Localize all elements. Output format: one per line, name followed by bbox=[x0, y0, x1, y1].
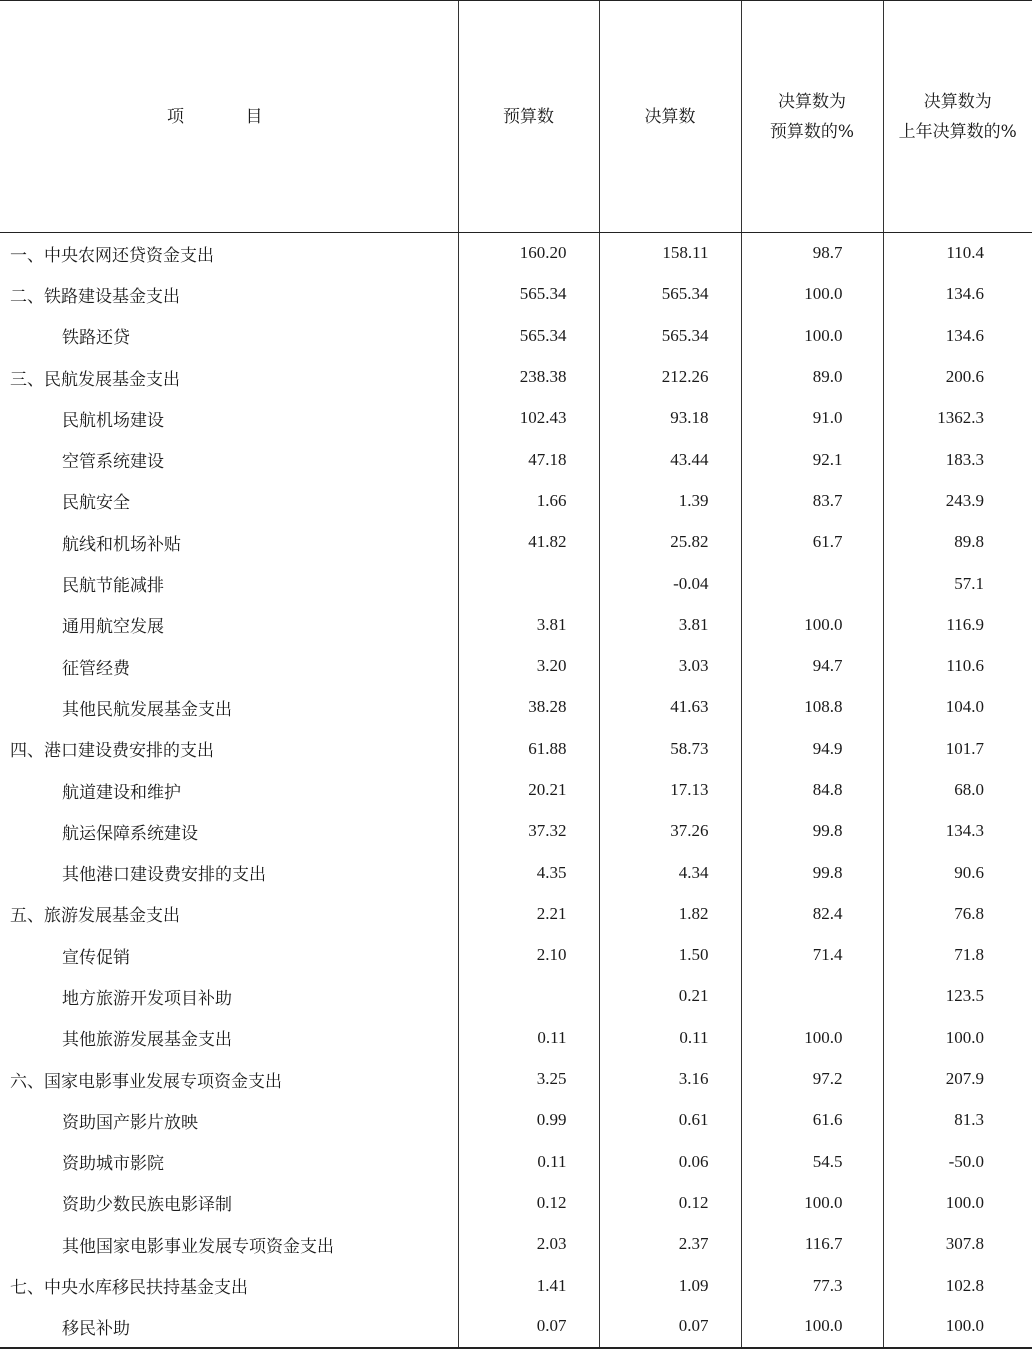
row-budget: 20.21 bbox=[458, 769, 599, 810]
row-pct-budget: 98.7 bbox=[741, 233, 883, 274]
table-row bbox=[0, 1017, 1032, 1058]
row-actual: -0.04 bbox=[599, 563, 741, 604]
row-name: 航运保障系统建设 bbox=[62, 823, 198, 844]
row-budget: 3.25 bbox=[458, 1058, 599, 1099]
row-pct-prev: 243.9 bbox=[883, 480, 1032, 521]
row-pct-prev: 110.6 bbox=[883, 645, 1032, 686]
header-actual: 决算数 bbox=[599, 1, 741, 233]
row-pct-prev: 90.6 bbox=[883, 852, 1032, 893]
row-actual: 0.06 bbox=[599, 1141, 741, 1182]
row-actual: 3.16 bbox=[599, 1058, 741, 1099]
row-pct-prev: 89.8 bbox=[883, 522, 1032, 563]
row-pct-budget: 54.5 bbox=[741, 1141, 883, 1182]
row-actual: 58.73 bbox=[599, 728, 741, 769]
row-pct-prev: 207.9 bbox=[883, 1058, 1032, 1099]
row-budget: 37.32 bbox=[458, 811, 599, 852]
row-budget: 41.82 bbox=[458, 522, 599, 563]
row-name: 六、国家电影事业发展专项资金支出 bbox=[10, 1071, 282, 1092]
row-actual: 3.03 bbox=[599, 645, 741, 686]
table-row bbox=[0, 356, 1032, 397]
row-pct-prev: 134.3 bbox=[883, 811, 1032, 852]
row-name: 其他旅游发展基金支出 bbox=[62, 1030, 232, 1051]
table-row bbox=[0, 976, 1032, 1017]
table-row bbox=[0, 1058, 1032, 1099]
table-row bbox=[0, 1182, 1032, 1223]
row-pct-prev: 183.3 bbox=[883, 439, 1032, 480]
row-pct-budget: 84.8 bbox=[741, 769, 883, 810]
row-name: 一、中央农网还贷资金支出 bbox=[10, 245, 214, 266]
row-pct-prev: 116.9 bbox=[883, 604, 1032, 645]
table-row bbox=[0, 811, 1032, 852]
row-actual: 41.63 bbox=[599, 687, 741, 728]
table-row bbox=[0, 645, 1032, 686]
row-name: 航道建设和维护 bbox=[62, 782, 181, 803]
row-name: 铁路还贷 bbox=[62, 328, 130, 349]
row-pct-prev: 57.1 bbox=[883, 563, 1032, 604]
row-pct-prev: 100.0 bbox=[883, 1017, 1032, 1058]
row-budget: 0.12 bbox=[458, 1182, 599, 1223]
header-pct-budget bbox=[741, 1, 883, 233]
header-pct-budget-line1: 决算数为 bbox=[778, 91, 846, 112]
table-row bbox=[0, 1306, 1032, 1347]
row-name: 其他港口建设费安排的支出 bbox=[62, 865, 266, 886]
row-actual: 37.26 bbox=[599, 811, 741, 852]
row-budget: 0.99 bbox=[458, 1100, 599, 1141]
row-pct-prev: 81.3 bbox=[883, 1100, 1032, 1141]
row-pct-prev: 1362.3 bbox=[883, 398, 1032, 439]
header-pct-prev-line1: 决算数为 bbox=[923, 91, 992, 112]
row-actual: 43.44 bbox=[599, 439, 741, 480]
row-actual: 1.39 bbox=[599, 480, 741, 521]
row-name: 空管系统建设 bbox=[62, 452, 164, 473]
row-name: 通用航空发展 bbox=[62, 617, 164, 638]
row-actual: 158.11 bbox=[599, 233, 741, 274]
header-pct-prev-line2: 上年决算数的% bbox=[898, 121, 1017, 142]
header-budget: 预算数 bbox=[458, 1, 599, 233]
row-pct-budget: 100.0 bbox=[741, 604, 883, 645]
row-name: 资助城市影院 bbox=[62, 1154, 164, 1175]
row-budget: 3.81 bbox=[458, 604, 599, 645]
table-row bbox=[0, 852, 1032, 893]
table-row bbox=[0, 563, 1032, 604]
row-pct-budget: 94.7 bbox=[741, 645, 883, 686]
row-budget: 0.11 bbox=[458, 1017, 599, 1058]
row-name: 航线和机场补贴 bbox=[62, 534, 181, 555]
row-actual: 0.12 bbox=[599, 1182, 741, 1223]
row-actual: 4.34 bbox=[599, 852, 741, 893]
row-pct-budget: 100.0 bbox=[741, 274, 883, 315]
table-row bbox=[0, 398, 1032, 439]
row-budget: 565.34 bbox=[458, 315, 599, 356]
row-pct-prev: 100.0 bbox=[883, 1182, 1032, 1223]
row-pct-budget: 82.4 bbox=[741, 893, 883, 934]
row-budget: 0.07 bbox=[458, 1306, 599, 1347]
row-budget: 0.11 bbox=[458, 1141, 599, 1182]
row-actual: 1.50 bbox=[599, 935, 741, 976]
row-pct-prev: 71.8 bbox=[883, 935, 1032, 976]
row-pct-budget: 116.7 bbox=[741, 1224, 883, 1265]
row-name: 征管经费 bbox=[62, 658, 130, 679]
row-budget: 160.20 bbox=[458, 233, 599, 274]
row-actual: 212.26 bbox=[599, 356, 741, 397]
row-pct-budget: 71.4 bbox=[741, 935, 883, 976]
row-actual: 3.81 bbox=[599, 604, 741, 645]
row-actual: 1.09 bbox=[599, 1265, 741, 1306]
row-actual: 565.34 bbox=[599, 274, 741, 315]
row-actual: 0.61 bbox=[599, 1100, 741, 1141]
row-pct-budget: 97.2 bbox=[741, 1058, 883, 1099]
header-pct-prev bbox=[883, 1, 1032, 233]
table-row bbox=[0, 935, 1032, 976]
table-row bbox=[0, 480, 1032, 521]
row-pct-budget: 89.0 bbox=[741, 356, 883, 397]
row-pct-prev: 102.8 bbox=[883, 1265, 1032, 1306]
row-budget: 47.18 bbox=[458, 439, 599, 480]
row-pct-budget: 99.8 bbox=[741, 852, 883, 893]
row-pct-budget: 61.7 bbox=[741, 522, 883, 563]
row-pct-prev: 134.6 bbox=[883, 274, 1032, 315]
row-budget bbox=[458, 976, 599, 1017]
row-actual: 0.11 bbox=[599, 1017, 741, 1058]
row-budget: 2.03 bbox=[458, 1224, 599, 1265]
row-budget bbox=[458, 563, 599, 604]
row-pct-prev: 76.8 bbox=[883, 893, 1032, 934]
row-name: 地方旅游开发项目补助 bbox=[62, 988, 232, 1009]
row-name: 三、民航发展基金支出 bbox=[10, 369, 180, 390]
table-row bbox=[0, 1141, 1032, 1182]
row-pct-budget: 100.0 bbox=[741, 1182, 883, 1223]
row-actual: 1.82 bbox=[599, 893, 741, 934]
row-name: 资助国产影片放映 bbox=[62, 1112, 198, 1133]
row-name: 四、港口建设费安排的支出 bbox=[10, 741, 214, 762]
row-budget: 1.41 bbox=[458, 1265, 599, 1306]
row-name: 五、旅游发展基金支出 bbox=[10, 906, 180, 927]
row-name: 民航安全 bbox=[62, 493, 130, 514]
row-budget: 2.21 bbox=[458, 893, 599, 934]
row-actual: 2.37 bbox=[599, 1224, 741, 1265]
row-name: 二、铁路建设基金支出 bbox=[10, 286, 180, 307]
row-pct-budget: 108.8 bbox=[741, 687, 883, 728]
row-name: 移民补助 bbox=[0, 1306, 458, 1347]
row-name: 民航节能减排 bbox=[62, 576, 164, 597]
row-pct-prev: -50.0 bbox=[883, 1141, 1032, 1182]
row-pct-budget: 100.0 bbox=[741, 315, 883, 356]
table-row bbox=[0, 728, 1032, 769]
table-row bbox=[0, 1265, 1032, 1306]
row-actual: 0.21 bbox=[599, 976, 741, 1017]
row-name: 民航机场建设 bbox=[62, 410, 164, 431]
row-pct-budget: 100.0 bbox=[741, 1017, 883, 1058]
row-pct-prev: 68.0 bbox=[883, 769, 1032, 810]
row-pct-prev: 110.4 bbox=[883, 233, 1032, 274]
row-name: 其他国家电影事业发展专项资金支出 bbox=[62, 1236, 334, 1257]
table-row bbox=[0, 315, 1032, 356]
row-pct-prev: 134.6 bbox=[883, 315, 1032, 356]
table-row bbox=[0, 522, 1032, 563]
row-pct-prev: 100.0 bbox=[883, 1306, 1032, 1347]
row-pct-budget: 92.1 bbox=[741, 439, 883, 480]
row-pct-budget: 91.0 bbox=[741, 398, 883, 439]
row-pct-prev: 123.5 bbox=[883, 976, 1032, 1017]
row-name: 资助少数民族电影译制 bbox=[62, 1195, 232, 1216]
row-pct-prev: 101.7 bbox=[883, 728, 1032, 769]
table-row bbox=[0, 1100, 1032, 1141]
row-name: 其他民航发展基金支出 bbox=[62, 699, 232, 720]
table-body bbox=[0, 233, 1032, 1348]
table-row bbox=[0, 1224, 1032, 1265]
row-name: 七、中央水库移民扶持基金支出 bbox=[10, 1278, 248, 1299]
row-budget: 4.35 bbox=[458, 852, 599, 893]
row-pct-prev: 104.0 bbox=[883, 687, 1032, 728]
header-pct-budget-line2: 预算数的% bbox=[769, 121, 855, 142]
row-actual: 0.07 bbox=[599, 1306, 741, 1347]
row-actual: 93.18 bbox=[599, 398, 741, 439]
row-pct-budget: 99.8 bbox=[741, 811, 883, 852]
table-row bbox=[0, 274, 1032, 315]
table-row bbox=[0, 893, 1032, 934]
row-actual: 565.34 bbox=[599, 315, 741, 356]
row-budget: 38.28 bbox=[458, 687, 599, 728]
row-pct-prev: 200.6 bbox=[883, 356, 1032, 397]
row-pct-prev: 307.8 bbox=[883, 1224, 1032, 1265]
row-budget: 2.10 bbox=[458, 935, 599, 976]
row-pct-budget: 83.7 bbox=[741, 480, 883, 521]
table-row bbox=[0, 233, 1032, 274]
row-pct-budget bbox=[741, 563, 883, 604]
table-row bbox=[0, 439, 1032, 480]
table-row bbox=[0, 687, 1032, 728]
row-budget: 238.38 bbox=[458, 356, 599, 397]
row-pct-budget: 94.9 bbox=[741, 728, 883, 769]
table-header bbox=[0, 1, 1032, 233]
row-budget: 102.43 bbox=[458, 398, 599, 439]
row-budget: 3.20 bbox=[458, 645, 599, 686]
row-pct-budget: 100.0 bbox=[741, 1306, 883, 1347]
row-pct-budget: 61.6 bbox=[741, 1100, 883, 1141]
row-pct-budget: 77.3 bbox=[741, 1265, 883, 1306]
row-budget: 565.34 bbox=[458, 274, 599, 315]
row-pct-budget bbox=[741, 976, 883, 1017]
row-budget: 61.88 bbox=[458, 728, 599, 769]
header-item: 项 目 bbox=[0, 1, 458, 233]
row-actual: 17.13 bbox=[599, 769, 741, 810]
table-row bbox=[0, 604, 1032, 645]
row-actual: 25.82 bbox=[599, 522, 741, 563]
row-name: 宣传促销 bbox=[62, 947, 130, 968]
table-row bbox=[0, 769, 1032, 810]
row-budget: 1.66 bbox=[458, 480, 599, 521]
